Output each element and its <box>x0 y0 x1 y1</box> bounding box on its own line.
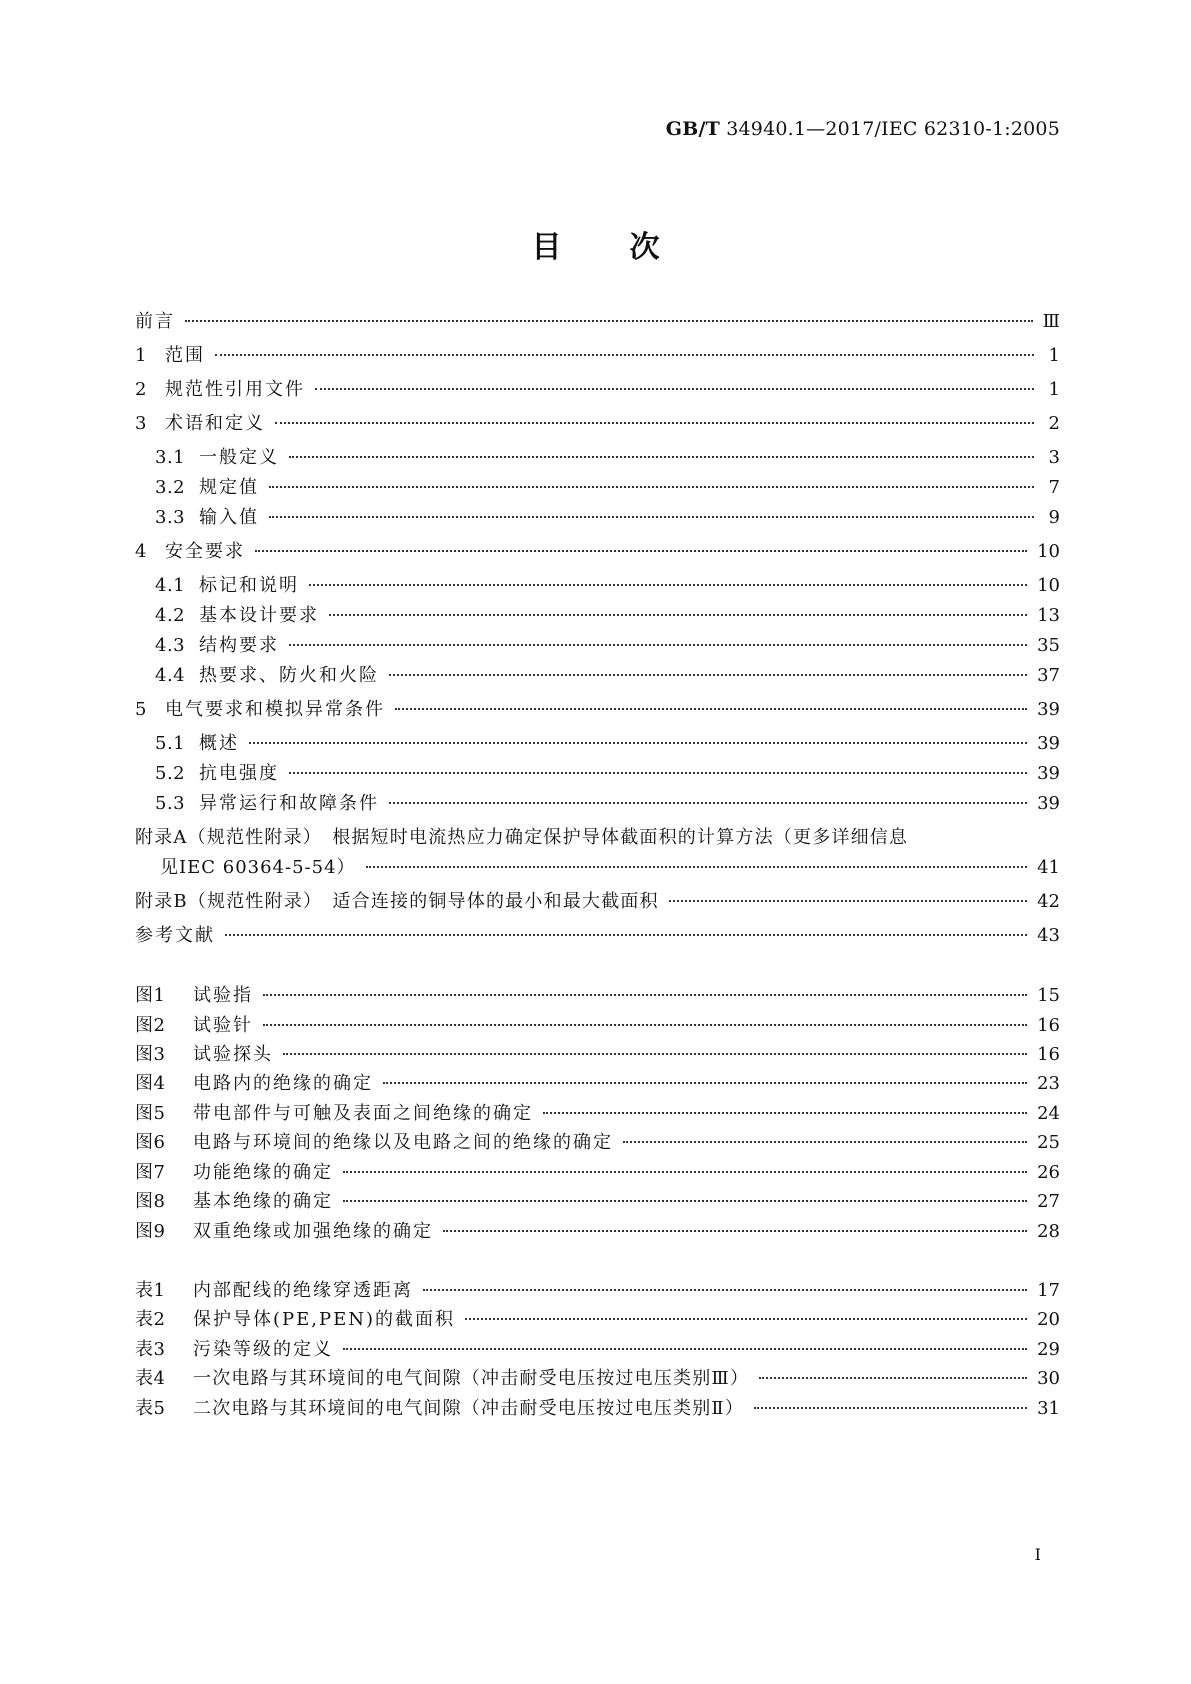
figure-number: 图6 <box>135 1132 166 1153</box>
toc-entry-label: 术语和定义 <box>165 413 265 434</box>
leader-dots <box>185 319 1033 322</box>
figure-label: 双重绝缘或加强绝缘的确定 <box>193 1221 433 1242</box>
toc-entry-page: 37 <box>1037 665 1060 686</box>
table-number: 表1 <box>135 1280 166 1301</box>
leader-dots <box>225 933 1027 936</box>
toc-entry-number: 4.2 <box>155 605 186 626</box>
toc-entry-page: Ⅲ <box>1042 311 1060 332</box>
leader-dots <box>343 1347 1027 1350</box>
toc-entry-page: 2 <box>1048 413 1060 434</box>
figure-number: 图9 <box>135 1221 166 1242</box>
figure-label: 电路与环境间的绝缘以及电路之间的绝缘的确定 <box>193 1132 613 1153</box>
toc-entry-5-2[interactable] <box>155 760 1060 788</box>
figure-entry-2[interactable] <box>135 1012 1060 1040</box>
toc-entry-number: 3 <box>135 413 147 434</box>
toc-entry-page: 10 <box>1037 541 1060 562</box>
toc-entry-label: 一般定义 <box>199 447 279 468</box>
leader-dots <box>389 673 1027 676</box>
toc-entry-annex-a-cont[interactable] <box>160 854 1060 882</box>
toc-entry-label: 概述 <box>199 733 239 754</box>
table-label: 保护导体(PE,PEN)的截面积 <box>193 1309 456 1330</box>
toc-entry-label: 电气要求和模拟异常条件 <box>165 699 385 720</box>
toc-entry-page: 35 <box>1037 635 1060 656</box>
figure-label: 基本绝缘的确定 <box>193 1191 333 1212</box>
leader-dots <box>215 353 1034 356</box>
toc-entry-page: 42 <box>1037 891 1060 912</box>
leader-dots <box>315 387 1034 390</box>
toc-entry-page: 3 <box>1048 447 1060 468</box>
figure-number: 图4 <box>135 1073 166 1094</box>
figure-entry-3[interactable] <box>135 1041 1060 1069</box>
figure-number: 图1 <box>135 985 166 1006</box>
figure-entry-7[interactable] <box>135 1159 1060 1187</box>
figure-entry-6[interactable] <box>135 1129 1060 1157</box>
toc-entry-2[interactable] <box>135 376 1060 404</box>
table-label: 二次电路与其环境间的电气间隙（冲击耐受电压按过电压类别Ⅱ） <box>193 1398 745 1419</box>
leader-dots <box>263 993 1027 996</box>
table-number: 表5 <box>135 1398 166 1419</box>
toc-entry-3-1[interactable] <box>155 444 1060 472</box>
toc-entry-number: 4 <box>135 541 147 562</box>
figure-number: 图3 <box>135 1044 166 1065</box>
figure-label: 功能绝缘的确定 <box>193 1162 333 1183</box>
page-number: I <box>1034 1545 1041 1564</box>
figure-number: 图2 <box>135 1015 166 1036</box>
leader-dots <box>309 583 1027 586</box>
toc-entry-number: 1 <box>135 345 147 366</box>
toc-entry-label: 附录B（规范性附录） 适合连接的铜导体的最小和最大截面积 <box>135 891 659 912</box>
table-entry-4[interactable] <box>135 1365 1060 1393</box>
figure-page: 15 <box>1037 985 1060 1006</box>
figure-label: 试验探头 <box>193 1044 273 1065</box>
toc-entry-4[interactable] <box>135 538 1060 566</box>
toc-entry-label: 规范性引用文件 <box>165 379 305 400</box>
leader-dots <box>389 801 1027 804</box>
toc-entry-label: 热要求、防火和火险 <box>199 665 379 686</box>
toc-entry-label: 规定值 <box>199 477 259 498</box>
toc-entry-4-4[interactable] <box>155 662 1060 690</box>
standard-code-prefix: GB/T <box>665 118 720 140</box>
toc-entry-label: 标记和说明 <box>199 575 299 596</box>
figure-label: 试验指 <box>193 985 253 1006</box>
table-page: 30 <box>1037 1368 1060 1389</box>
table-entry-3[interactable] <box>135 1336 1060 1364</box>
toc-entry-4-1[interactable] <box>155 572 1060 600</box>
figure-page: 26 <box>1037 1162 1060 1183</box>
leader-dots <box>343 1170 1027 1173</box>
leader-dots <box>343 1199 1027 1202</box>
table-page: 20 <box>1037 1309 1060 1330</box>
figure-entry-9[interactable] <box>135 1218 1060 1246</box>
leader-dots <box>669 899 1027 902</box>
leader-dots <box>283 1052 1027 1055</box>
table-entry-5[interactable] <box>135 1395 1060 1423</box>
toc-entry-3-3[interactable] <box>155 504 1060 532</box>
toc-entry-number: 4.3 <box>155 635 186 656</box>
table-label: 内部配线的绝缘穿透距离 <box>193 1280 413 1301</box>
figure-number: 图8 <box>135 1191 166 1212</box>
table-page: 29 <box>1037 1339 1060 1360</box>
toc-entry-label: 抗电强度 <box>199 763 279 784</box>
toc-entry-label: 前言 <box>135 311 175 332</box>
toc-entry-page: 39 <box>1037 699 1060 720</box>
toc-entry-bibliography[interactable] <box>135 922 1060 950</box>
figure-page: 16 <box>1037 1015 1060 1036</box>
toc-entry-number: 5 <box>135 699 147 720</box>
figure-page: 24 <box>1037 1103 1060 1124</box>
table-page: 17 <box>1037 1280 1060 1301</box>
toc-entry-label: 安全要求 <box>165 541 245 562</box>
figure-page: 16 <box>1037 1044 1060 1065</box>
figure-label: 带电部件与可触及表面之间绝缘的确定 <box>193 1103 533 1124</box>
page-title: 目次 <box>531 230 728 265</box>
toc-entry-page: 41 <box>1037 857 1060 878</box>
figure-label: 电路内的绝缘的确定 <box>193 1073 373 1094</box>
leader-dots <box>269 515 1034 518</box>
toc-entry-annex-a[interactable] <box>135 824 1060 852</box>
leader-dots <box>275 421 1034 424</box>
toc-entry-page: 10 <box>1037 575 1060 596</box>
leader-dots <box>366 865 1028 868</box>
table-number: 表2 <box>135 1309 166 1330</box>
figure-page: 27 <box>1037 1191 1060 1212</box>
toc-entry-annex-b[interactable] <box>135 888 1060 916</box>
figure-page: 23 <box>1037 1073 1060 1094</box>
figure-number: 图7 <box>135 1162 166 1183</box>
table-label: 污染等级的定义 <box>193 1339 333 1360</box>
toc-entry-page: 39 <box>1037 793 1060 814</box>
toc-entry-number: 2 <box>135 379 147 400</box>
toc-entry-5[interactable] <box>135 696 1060 724</box>
figure-number: 图5 <box>135 1103 166 1124</box>
leader-dots <box>759 1376 1027 1379</box>
toc-entry-label: 范围 <box>165 345 205 366</box>
figure-entry-1[interactable] <box>135 982 1060 1010</box>
toc-entry-number: 3.2 <box>155 477 186 498</box>
toc-entry-5-1[interactable] <box>155 730 1060 758</box>
toc-entry-page: 13 <box>1037 605 1060 626</box>
toc-entry-foreword[interactable] <box>135 308 1060 336</box>
toc-entry-label: 输入值 <box>199 507 259 528</box>
leader-dots <box>423 1288 1027 1291</box>
toc-entry-1[interactable] <box>135 342 1060 370</box>
toc-entry-4-3[interactable] <box>155 632 1060 660</box>
leader-dots <box>754 1406 1027 1409</box>
figure-page: 25 <box>1037 1132 1060 1153</box>
toc-entry-page: 1 <box>1048 379 1060 400</box>
toc-entry-number: 3.3 <box>155 507 186 528</box>
toc-entry-number: 5.1 <box>155 733 186 754</box>
table-page: 31 <box>1037 1398 1060 1419</box>
toc-entry-number: 4.4 <box>155 665 186 686</box>
leader-dots <box>395 707 1027 710</box>
leader-dots <box>289 771 1027 774</box>
toc-entry-page: 39 <box>1037 763 1060 784</box>
table-entry-2[interactable] <box>135 1306 1060 1334</box>
toc-entry-label: 见IEC 60364-5-54） <box>160 857 356 878</box>
table-number: 表4 <box>135 1368 166 1389</box>
table-label: 一次电路与其环境间的电气间隙（冲击耐受电压按过电压类别Ⅲ） <box>193 1368 750 1389</box>
toc-entry-3-2[interactable] <box>155 474 1060 502</box>
figure-entry-8[interactable] <box>135 1188 1060 1216</box>
toc-entry-page: 7 <box>1048 477 1060 498</box>
leader-dots <box>543 1111 1027 1114</box>
figure-entry-4[interactable] <box>135 1070 1060 1098</box>
figure-entry-5[interactable] <box>135 1100 1060 1128</box>
leader-dots <box>383 1081 1027 1084</box>
leader-dots <box>465 1317 1027 1320</box>
table-number: 表3 <box>135 1339 166 1360</box>
toc-entry-page: 39 <box>1037 733 1060 754</box>
toc-entry-label: 结构要求 <box>199 635 279 656</box>
toc-entry-page: 9 <box>1048 507 1060 528</box>
toc-entry-label: 参考文献 <box>135 925 215 946</box>
toc-entry-number: 4.1 <box>155 575 186 596</box>
leader-dots <box>249 741 1027 744</box>
leader-dots <box>623 1140 1027 1143</box>
toc-entry-label: 异常运行和故障条件 <box>199 793 379 814</box>
leader-dots <box>329 613 1027 616</box>
leader-dots <box>269 485 1034 488</box>
standard-code-number: 34940.1—2017/IEC 62310-1:2005 <box>719 118 1060 140</box>
leader-dots <box>255 549 1027 552</box>
toc-entry-number: 5.3 <box>155 793 186 814</box>
figure-page: 28 <box>1037 1221 1060 1242</box>
toc-entry-page: 43 <box>1037 925 1060 946</box>
figure-label: 试验针 <box>193 1015 253 1036</box>
toc-entry-5-3[interactable] <box>155 790 1060 818</box>
toc-entry-number: 3.1 <box>155 447 186 468</box>
toc-entry-label: 基本设计要求 <box>199 605 319 626</box>
toc-entry-number: 5.2 <box>155 763 186 784</box>
leader-dots <box>263 1023 1027 1026</box>
table-entry-1[interactable] <box>135 1277 1060 1305</box>
toc-entry-4-2[interactable] <box>155 602 1060 630</box>
leader-dots <box>289 643 1027 646</box>
leader-dots <box>289 455 1034 458</box>
toc-entry-page: 1 <box>1048 345 1060 366</box>
toc-entry-label: 附录A（规范性附录） 根据短时电流热应力确定保护导体截面积的计算方法（更多详细信息 <box>135 827 909 848</box>
leader-dots <box>443 1229 1027 1232</box>
toc-entry-3[interactable] <box>135 410 1060 438</box>
